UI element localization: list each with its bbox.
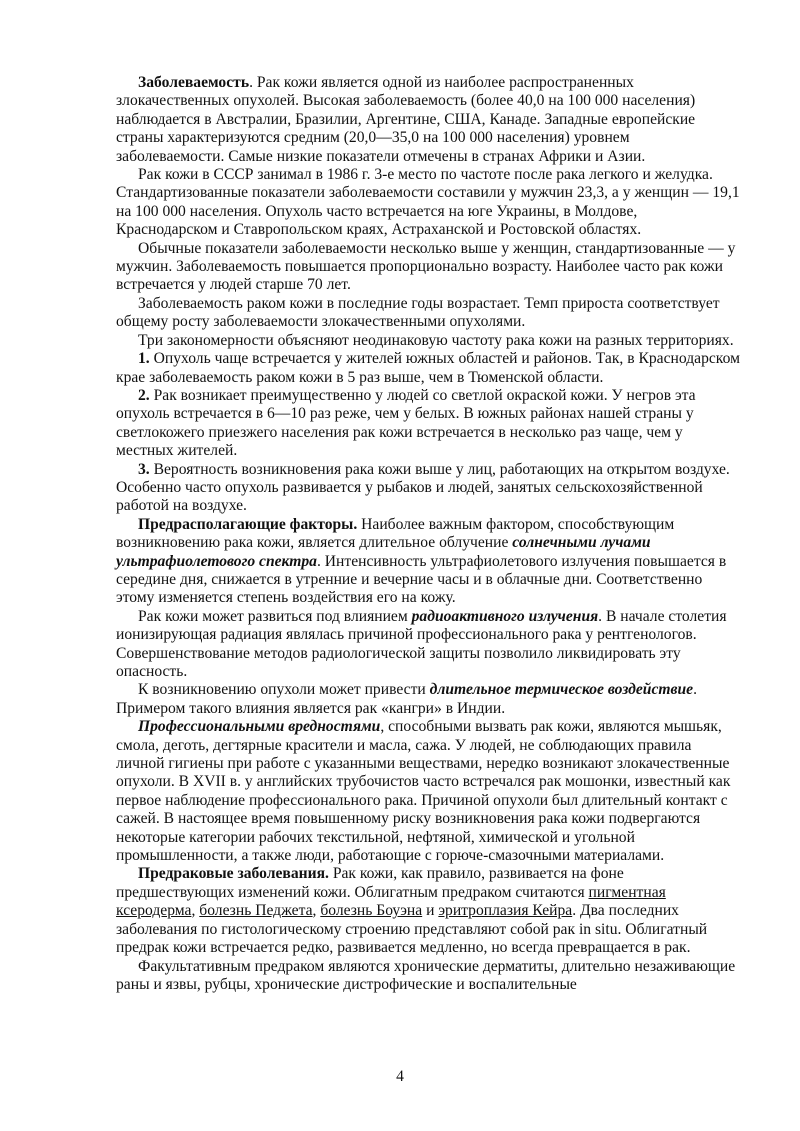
paragraph-text: . Два последних заболевания по гистологическому строению представляют собой рак in situ. Облигатный предрак кожи встречается редко, развивается медленно, но всегда превращается в рак. — [116, 902, 708, 957]
separator: , — [191, 902, 200, 920]
page-number: 4 — [396, 1068, 404, 1085]
document-page — [116, 74, 740, 994]
paragraph-text: Рак кожи, как правило, развивается на фоне предшествующих изменений кожи. Облигатным предраком считаются — [116, 865, 624, 901]
emphasis-uv: солнечными лучами ультрафиолетового спектра — [116, 534, 651, 570]
list-item-text: Вероятность возникновения рака кожи выше у лиц, работающих на открытом воздухе. Особенно часто опухоль развивается у рыбаков и людей, занятых сельскохозяйственной работой на воздухе. — [116, 460, 730, 515]
list-item-text: Рак возникает преимущественно у людей со светлой окраской кожи. У негров эта опухоль встречается в 6—10 раз реже, чем у белых. В южных районах нашей страны у светлокожего приезжего населения рак кожи встречается в несколько раз чаще, чем у местных жителей. — [116, 386, 696, 460]
list-number: 1. — [138, 350, 150, 368]
link-paget[interactable]: болезнь Педжета — [199, 902, 313, 920]
paragraph-patterns: Три закономерности объясняют неодинаковую частоту рака кожи на разных территориях. — [138, 331, 734, 349]
list-number: 3. — [138, 460, 150, 478]
paragraph-text: Рак кожи может развиться под влиянием — [138, 607, 412, 625]
list-item — [116, 461, 740, 516]
separator: , — [312, 902, 321, 920]
list-item — [116, 387, 740, 461]
paragraph-text: , способными вызвать рак кожи, являются мышьяк, смола, деготь, дегтярные красители и масла, сажа. У людей, не соблюдающих правила личной гигиены при работе с указанными веществами, нередко возникают злокачественные опухоли. В XVII в. у английских трубочистов часто встречался рак мошонки, известный как первое наблюдение профессионального рака. Причиной опухоли был длительный контакт с сажей. В настоящее время повышенному риску возникновения рака кожи подвергаются некоторые категории рабочих текстильной, нефтяной, химической и угольной промышленности, а также люди, работающие с горюче-смазочными материалами. — [116, 718, 731, 865]
list-item-text: Опухоль чаще встречается у жителей южных областей и районов. Так, в Краснодарском крае заболеваемость раком кожи в 5 раз выше, чем в Тюменской области. — [116, 350, 740, 386]
heading-precancer: Предраковые заболевания. — [138, 865, 329, 883]
paragraph-precancer — [116, 865, 740, 957]
paragraph-text: Наиболее важным фактором, способствующим возникновению рака кожи, является длительное облучение — [116, 515, 675, 552]
link-bowen[interactable]: болезнь Боуэна — [320, 902, 423, 920]
paragraph-sex-age: Обычные показатели заболеваемости несколько выше у женщин, стандартизованные — у мужчин. Заболеваемость повышается пропорционально возрасту. Наиболее часто рак кожи встречается у людей старше 70 лет. — [116, 239, 736, 294]
paragraph-text: . В начале столетия ионизирующая радиация являлась причиной профессионального рака у рентгенологов. Совершенствование методов радиологической защиты позволило ликвидировать эту опасность. — [116, 607, 727, 680]
link-xeroderma[interactable]: пигментная ксеродерма — [116, 883, 666, 920]
paragraph-ussr: Рак кожи в СССР занимал в 1986 г. 3-е место по частоте после рака легкого и желудка. Стандартизованные показатели заболеваемости составили у мужчин 23,3, а у женщин — 19,1 на 100 000 населения. Опухоль часто встречается на юге Украины, в Молдове, Краснодарском и Ставропольском краях, Астраханской и Ростовской областях. — [116, 166, 740, 239]
list-number: 2. — [138, 386, 150, 404]
paragraph-text: . Примером такого влияния является рак «кангри» в Индии. — [116, 681, 697, 717]
separator: и — [422, 902, 439, 920]
emphasis-thermal: длительное термическое воздействие — [429, 681, 694, 699]
list-item — [116, 350, 740, 387]
emphasis-radiation: радиоактивного излучения — [411, 607, 599, 625]
heading-predisposing: Предрасполагающие факторы. — [138, 515, 358, 533]
paragraph-text: . Рак кожи является одной из наиболее распространенных злокачественных опухолей. Высокая заболеваемость (более 40,0 на 100 000 населения) наблюдается в Австралии, Бразилии, Аргентине, США, Канаде. Западные европейские страны характеризуются средним (20,0—35,0 на 100 000 населения) уровнем заболеваемости. Самые низкие показатели отмечены в странах Африки и Азии. — [116, 74, 696, 165]
emphasis-occupational: Профессиональными вредностями — [138, 718, 381, 736]
paragraph-thermal — [116, 681, 740, 718]
paragraph-growth: Заболеваемость раком кожи в последние годы возрастает. Темп прироста соответствует общему росту заболеваемости злокачественными опухолями. — [116, 294, 720, 331]
paragraph-radiation — [116, 608, 740, 682]
paragraph-incidence — [116, 74, 740, 166]
paragraph-facultative: Факультативным предраком являются хронические дерматиты, длительно незаживающие раны и язвы, рубцы, хронические дистрофические и воспалительные — [116, 957, 736, 993]
paragraph-text: К возникновению опухоли может привести — [138, 681, 430, 699]
paragraph-predisposing — [116, 516, 740, 608]
paragraph-occupational — [116, 718, 740, 865]
paragraph-text: . Интенсивность ультрафиолетового излучения повышается в середине дня, снижается в утренние и вечерние часы и в облачные дни. Соответственно этому изменяется степень воздействия его на кожу. — [116, 552, 727, 607]
link-queyrat[interactable]: эритроплазия Кейра — [438, 902, 573, 920]
heading-incidence: Заболеваемость — [138, 74, 250, 91]
